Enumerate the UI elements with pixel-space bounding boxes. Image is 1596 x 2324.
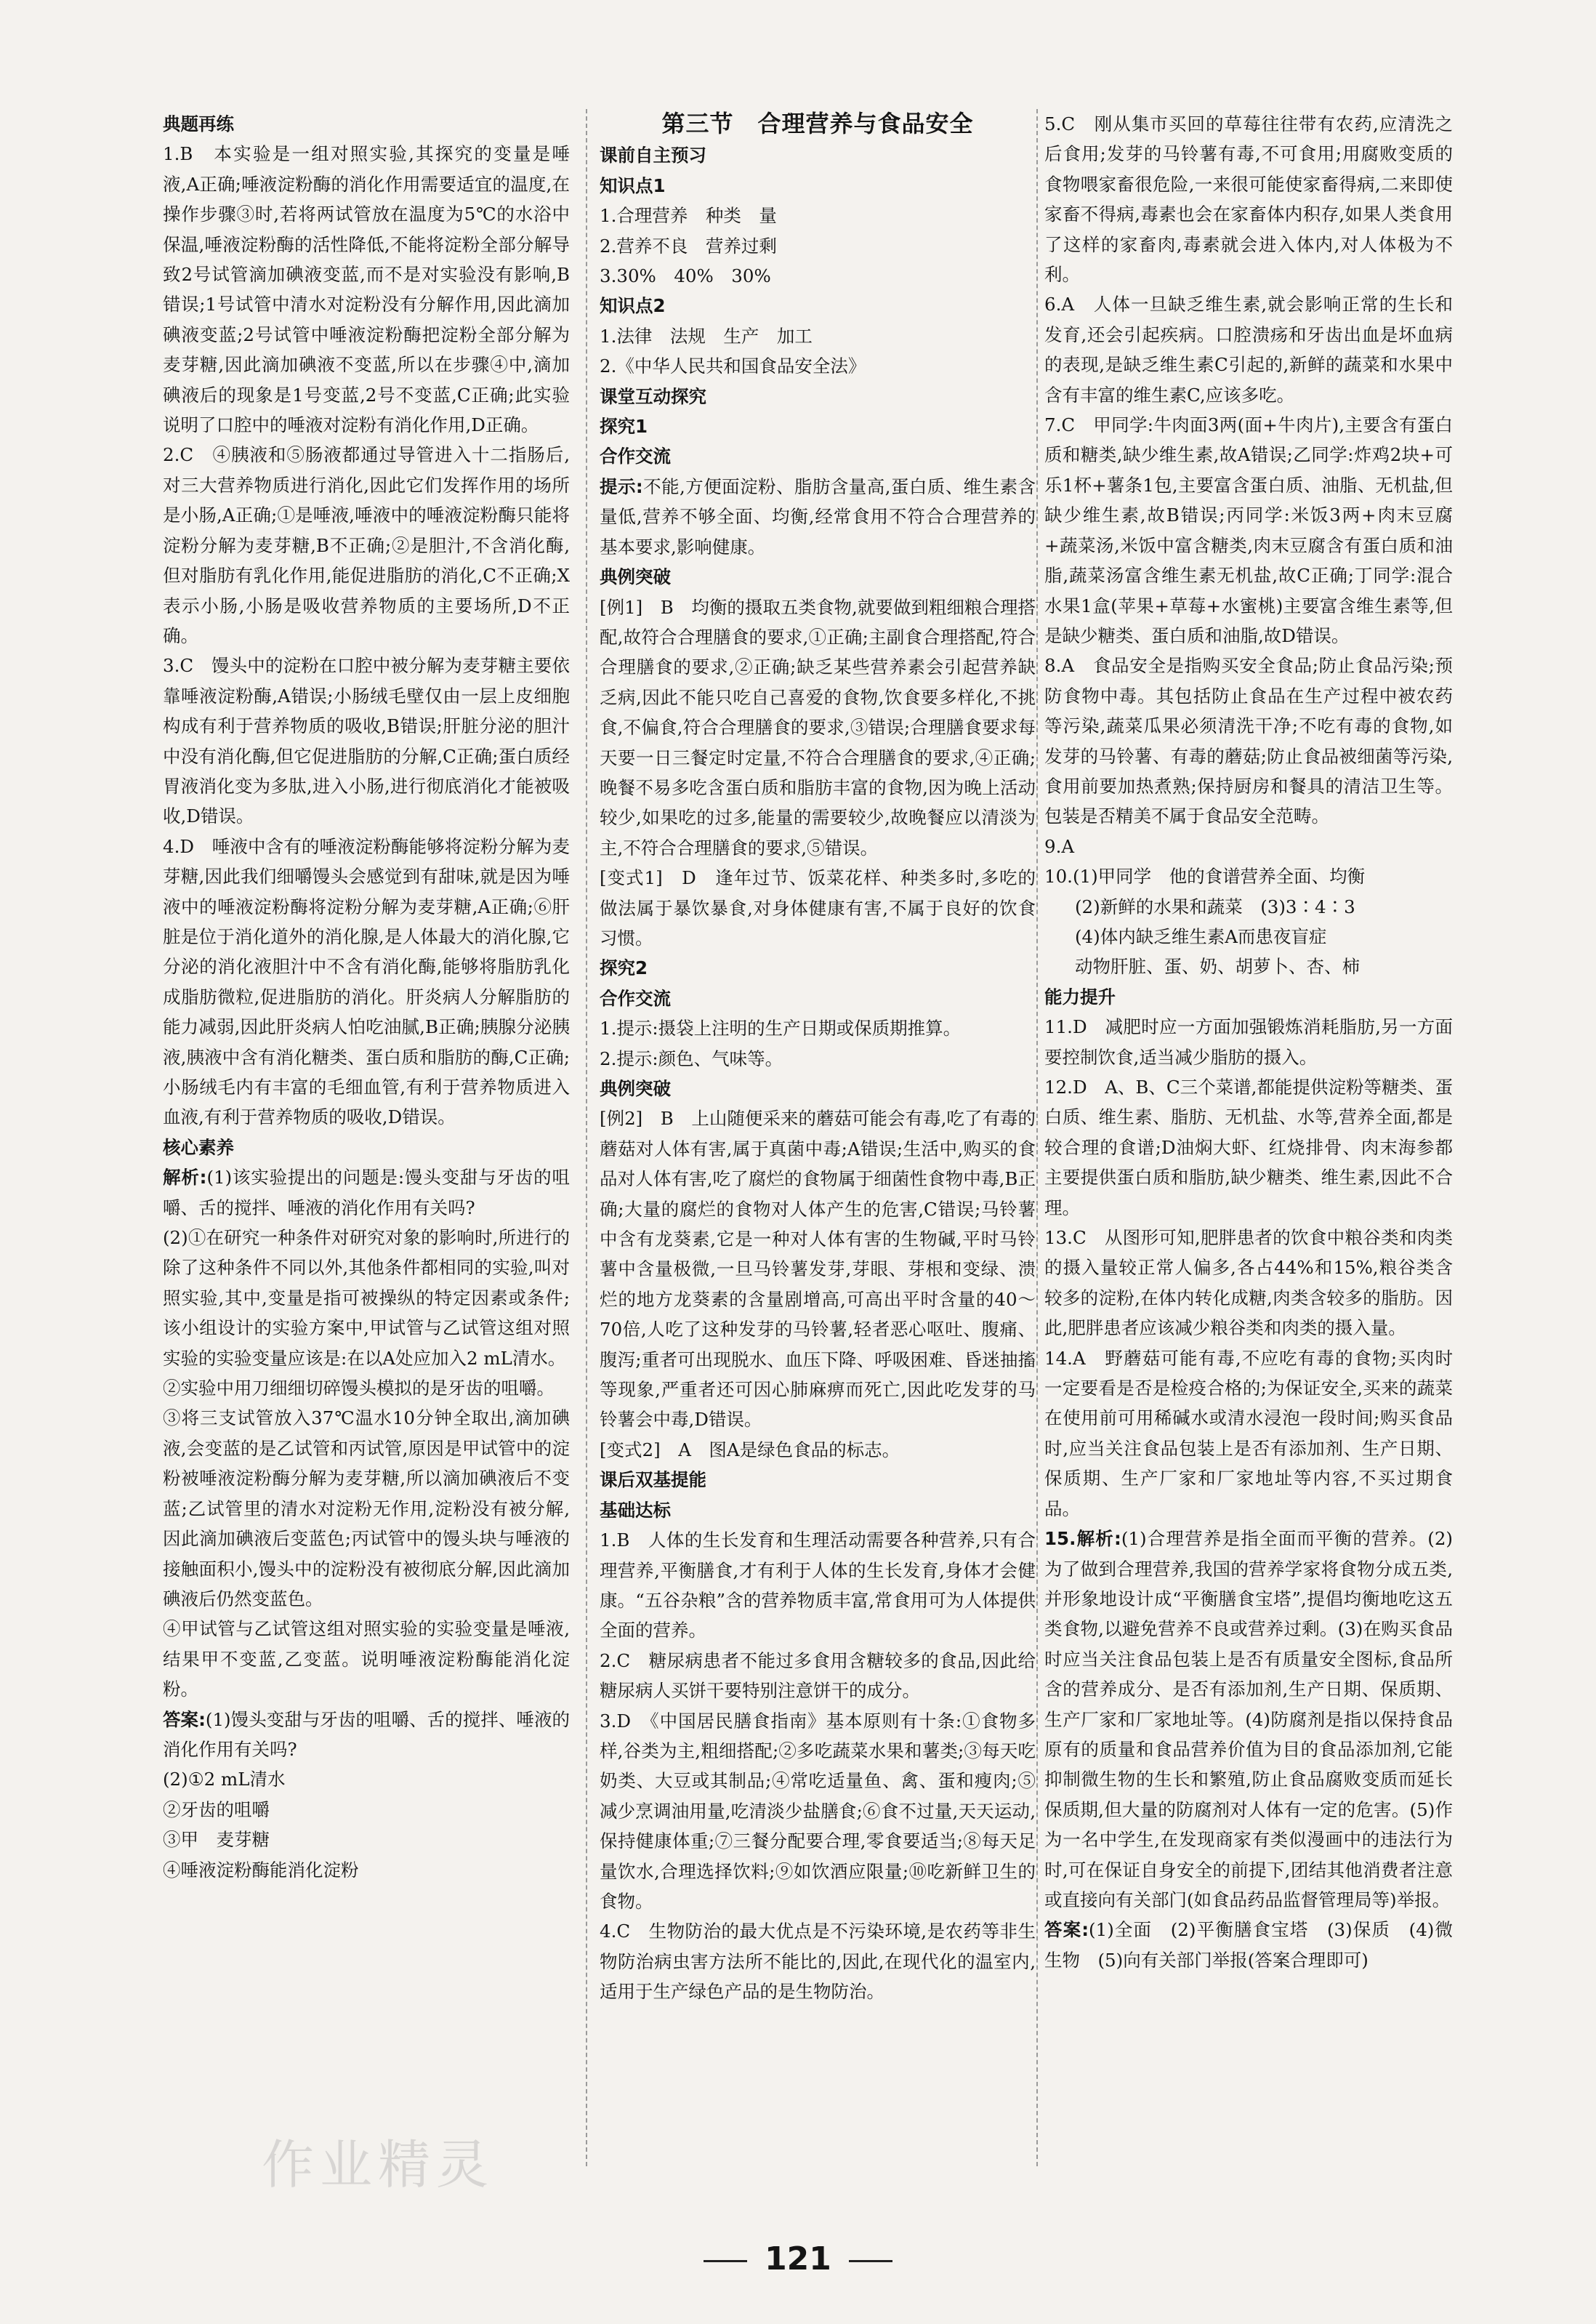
hint-line: 1.提示:摄袋上注明的生产日期或保质期推算。 (600, 1018, 962, 1040)
answer-label: 答案: (163, 1708, 206, 1730)
item-15-label: 15.解析: (1044, 1528, 1121, 1550)
answer-item: 7.C 甲同学:牛肉面3两(面+牛肉片),主要含有蛋白质和糖类,缺少维生素,故A错误;乙同学:炸鸡2块+可乐1杯+薯条1包,主要富含蛋白质、油脂、无机盐,但缺少维生素,故B错误;丙同学:米饭3两+肉末豆腐+蔬菜汤,米饭中富含糖类,肉末豆腐含有蛋白质和油脂,蔬菜汤富含维生素无机盐,故C正确;丁同学:混合水果1盒(苹果+草莓+水蜜桃)主要富含维生素等,但是缺少糖类、蛋白质和油脂,故D错误。 (1044, 414, 1454, 646)
analysis-paragraph: ③将三支试管放入37℃温水10分钟全取出,滴加碘液,会变蓝的是乙试管和丙试管,原因是甲试管中的淀粉被唾液淀粉酶分解为麦芽糖,所以滴加碘液后不变蓝;乙试管里的清水对淀粉无作用,淀粉没有被分解,因此滴加碘液后变蓝色;丙试管中的馒头块与唾液的接触面积小,馒头中的淀粉没有被彻底分解,因此滴加碘液后仍然变蓝色。 (163, 1407, 570, 1609)
answer-item: 11.D 减肥时应一方面加强锻炼消耗脂肪,另一方面要控制饮食,适当减少脂肪的摄入。 (1044, 1016, 1453, 1068)
heading-typical-practice: 典题再练 (163, 113, 234, 134)
answer-line: ②牙齿的咀嚼 (163, 1798, 270, 1820)
variant-1: [变式1] D 逢年过节、饭菜花样、种类多时,多吃的做法属于暴饮暴食,对身体健康有害,不属于良好的饮食习惯。 (600, 867, 1036, 949)
heading-class-explore: 课堂互动探究 (600, 385, 706, 407)
cooperation-2: 合作交流 (600, 987, 671, 1009)
heading-ability: 能力提升 (1044, 986, 1116, 1008)
hint-line: 2.提示:颜色、气味等。 (600, 1048, 783, 1069)
page-dash-right (849, 2260, 892, 2262)
knowledge-point-1: 知识点1 (600, 174, 666, 196)
heading-core-literacy: 核心素养 (163, 1136, 234, 1158)
answer-item: 3.D 《中国居民膳食指南》基本原则有十条:①食物多样,谷类为主,粗细搭配;②多吃蔬菜水果和薯类;③每天吃奶类、大豆或其制品;④常吃适量鱼、禽、蛋和瘦肉;⑤减少烹调油用量,吃清淡少盐膳食;⑥食不过量,天天运动,保持健康体重;⑦三餐分配要合理,零食要适当;⑧每天足量饮水,合理选择饮料;⑨如饮酒应限量;⑩吃新鲜卫生的食物。 (600, 1710, 1036, 1912)
answer-item: 2.C ④胰液和⑤肠液都通过导管进入十二指肠后,对三大营养物质进行消化,因此它们发挥作用的场所是小肠,A正确;①是唾液,唾液中的唾液淀粉酶只能将淀粉分解为麦芽糖,B不正确;②是胆汁,不含消化酶,但对脂肪有乳化作用,能促进脂肪的消化,C不正确;X表示小肠,小肠是吸收营养物质的主要场所,D不正确。 (163, 444, 570, 646)
answer-item: 2.C 糖尿病患者不能过多食用含糖较多的食品,因此给糖尿病人买饼干要特别注意饼干的成分。 (600, 1649, 1036, 1702)
analysis-paragraph: 解析:(1)该实验提出的问题是:馒头变甜与牙齿的咀嚼、舌的搅拌、唾液的消化作用有关吗? (163, 1167, 570, 1218)
heading-after-class: 课后双基提能 (600, 1469, 706, 1491)
answer-line: ④唾液淀粉酶能消化淀粉 (163, 1859, 359, 1881)
kp1-line: 1.合理营养 种类 量 (600, 205, 777, 227)
example-heading-1: 典例突破 (600, 566, 671, 588)
item-10-line: 动物肝脏、蛋、奶、胡萝卜、杏、柿 (1075, 956, 1360, 978)
answer-item: 13.C 从图形可知,肥胖患者的饮食中粮谷类和肉类的摄入量较正常人偏多,各占44%和15%,粮谷类含较多的淀粉,在体内转化成糖,肉类含较多的脂肪。因此,肥胖患者应该减少粮谷类和肉类的摄入量。 (1044, 1227, 1453, 1339)
answer-item: 1.B 人体的生长发育和生理活动需要各种营养,只有合理营养,平衡膳食,才有利于人体的生长发育,身体才会健康。“五谷杂粮”含的营养物质丰富,常食用可为人体提供全面的营养。 (600, 1529, 1036, 1641)
column-middle (600, 109, 1036, 2007)
variant-2: [变式2] A 图A是绿色食品的标志。 (600, 1439, 900, 1460)
column-left (163, 109, 570, 1885)
item-15-answer: 答案:(1)全面 (2)平衡膳食宝塔 (3)保质 (4)微生物 (5)向有关部门举报(答案合理即可) (1044, 1919, 1453, 1971)
item-10-line: (4)体内缺乏维生素A而患夜盲症 (1075, 925, 1327, 947)
column-right (1044, 109, 1453, 1975)
analysis-label: 解析: (163, 1167, 207, 1189)
kp2-line: 1.法律 法规 生产 加工 (600, 325, 813, 347)
kp1-line: 3.30% 40% 30% (600, 265, 771, 287)
answer-item: 14.A 野蘑菇可能有毒,不应吃有毒的食物;买肉时一定要看是否是检疫合格的;为保证安全,买来的蔬菜在使用前可用稀碱水或清水浸泡一段时间;购买食品时,应当关注食品包装上是否有添加剂、生产日期、保质期、生产厂家和厂家地址等内容,不买过期食品。 (1044, 1347, 1453, 1519)
page-number: 121 (0, 2240, 1596, 2277)
answer-line: 答案:(1)馒头变甜与牙齿的咀嚼、舌的搅拌、唾液的消化作用有关吗? (163, 1708, 570, 1760)
kp2-line: 2.《中华人民共和国食品安全法》 (600, 355, 866, 377)
analysis-paragraph: ②实验中用刀细细切碎馒头模拟的是牙齿的咀嚼。 (163, 1378, 555, 1399)
example-1: [例1] B 均衡的摄取五类食物,就要做到粗细粮合理搭配,故符合合理膳食的要求,①正确;主副食合理搭配,符合合理膳食的要求,②正确;缺乏某些营养素会引起营养缺乏病,因此不能只吃自己喜爱的食物,饮食要多样化,不挑食,不偏食,符合合理膳食的要求,③错误;合理膳食要求每天要一日三餐定时定量,不符合合理膳食的要求,④正确;晚餐不易多吃含蛋白质和脂肪丰富的食物,因为晚上活动较少,如果吃的过多,能量的需要较少,故晚餐应以清淡为主,不符合合理膳食的要求,⑤错误。 (600, 596, 1036, 859)
watermark: 作业精灵 (262, 2134, 495, 2195)
kp1-line: 2.营养不良 营养过剩 (600, 235, 777, 257)
section-title: 第三节 合理营养与食品安全 (661, 110, 974, 137)
item-15-analysis: 15.解析:(1)合理营养是指全面而平衡的营养。(2)为了做到合理营养,我国的营养学家将食物分成五类,并形象地设计成“平衡膳食宝塔”,提倡均衡地吃这五类食物,以避免营养不良或营养过剩。(3)在购买食品时应当关注食品包装上是否有质量安全图标,食品所含的营养成分、是否有添加剂,生产日期、保质期、生产厂家和厂家地址等。(4)防腐剂是指以保持食品原有的质量和食品营养价值为目的食品添加剂,它能抑制微生物的生长和繁殖,防止食品腐败变质而延长保质期,但大量的防腐剂对人体有一定的危害。(5)作为一名中学生,在发现商家有类似漫画中的违法行为时,可在保证自身安全的前提下,团结其他消费者注意或直接向有关部门(如食品药品监督管理局等)举报。 (1044, 1528, 1453, 1910)
answer-item: 9.A (1044, 835, 1075, 857)
heading-basic: 基础达标 (600, 1499, 671, 1521)
answer-item: 5.C 刚从集市买回的草莓往往带有农药,应清洗之后食用;发芽的马铃薯有毒,不可食用;用腐败变质的食物喂家畜很危险,一来很可能使家畜得病,二来即使家畜不得病,毒素也会在家畜体内积存,如果人类食用了这样的家畜肉,毒素就会进入体内,对人体极为不利。 (1044, 113, 1453, 286)
answer-line: (2)①2 mL清水 (163, 1769, 286, 1790)
column-divider-right (1036, 109, 1038, 2166)
answer-item: 6.A 人体一旦缺乏维生素,就会影响正常的生长和发育,还会引起疾病。口腔溃疡和牙齿出血是坏血病的表现,是缺乏维生素C引起的,新鲜的蔬菜和水果中含有丰富的维生素C,应该多吃。 (1044, 294, 1453, 406)
example-heading-2: 典例突破 (600, 1078, 671, 1099)
page-dash-left (704, 2260, 747, 2262)
heading-preview: 课前自主预习 (600, 145, 706, 166)
analysis-paragraph: (2)①在研究一种条件对研究对象的影响时,所进行的除了这种条件不同以外,其他条件都相同的实验,叫对照实验,其中,变量是指可被操纵的特定因素或条件;该小组设计的实验方案中,甲试管与乙试管这组对照实验的实验变量应该是:在以A处应加入2 mL清水。 (163, 1227, 570, 1369)
column-divider-left (586, 109, 587, 2166)
knowledge-point-2: 知识点2 (600, 295, 666, 317)
hint-label: 提示: (600, 475, 643, 497)
analysis-paragraph: ④甲试管与乙试管这组对照实验的实验变量是唾液,结果甲不变蓝,乙变蓝。说明唾液淀粉酶能消化淀粉。 (163, 1618, 570, 1700)
example-2: [例2] B 上山随便采来的蘑菇可能会有毒,吃了有毒的蘑菇对人体有害,属于真菌中毒;A错误;生活中,购买的食品对人体有害,吃了腐烂的食物属于细菌性食物中毒,B正确;大量的腐烂的食物对人体产生的危害,C错误;马铃薯中含有龙葵素,它是一种对人体有害的生物碱,平时马铃薯中含量极微,一旦马铃薯发芽,芽眼、芽根和变绿、溃烂的地方龙葵素的含量剧增高,可高出平时含量的40～70倍,人吃了这种发芽的马铃薯,轻者恶心呕吐、腹痛、腹泻;重者可出现脱水、血压下降、呼吸困难、昏迷抽搐等现象,严重者还可因心肺麻痹而死亡,因此吃发芽的马铃薯会中毒,D错误。 (600, 1108, 1036, 1431)
answer-item: 3.C 馒头中的淀粉在口腔中被分解为麦芽糖主要依靠唾液淀粉酶,A错误;小肠绒毛壁仅由一层上皮细胞构成有利于营养物质的吸收,B错误;肝脏分泌的胆汁中没有消化酶,但它促进脂肪的分解,C正确;蛋白质经胃液消化变为多肽,进入小肠,进行彻底消化才能被吸收,D错误。 (163, 655, 570, 827)
answer-item: 12.D A、B、C三个菜谱,都能提供淀粉等糖类、蛋白质、维生素、脂肪、无机盐、水等,营养全面,都是较合理的食谱;D油焖大虾、红烧排骨、肉末海参都主要提供蛋白质和脂肪,缺少糖类、维生素,因此不合理。 (1044, 1077, 1453, 1218)
item-10-line: 10.(1)甲同学 他的食谱营养全面、均衡 (1044, 866, 1366, 888)
answer-item: 4.C 生物防治的最大优点是不污染环境,是农药等非生物防治病虫害方法所不能比的,因此,在现代化的温室内,适用于生产绿色产品的是生物防治。 (600, 1921, 1036, 2003)
cooperation-1: 合作交流 (600, 446, 671, 467)
explore-1: 探究1 (600, 416, 648, 438)
answer-item: 1.B 本实验是一组对照实验,其探究的变量是唾液,A正确;唾液淀粉酶的消化作用需要适宜的温度,在操作步骤③时,若将两试管放在温度为5℃的水浴中保温,唾液淀粉酶的活性降低,不能将淀粉全部分解导致2号试管滴加碘液变蓝,而不是对实验没有影响,B错误;1号试管中清水对淀粉没有分解作用,因此滴加碘液变蓝;2号试管中唾液淀粉酶把淀粉全部分解为麦芽糖,因此滴加碘液不变蓝,所以在步骤④中,滴加碘液后的现象是1号变蓝,2号不变蓝,C正确;此实验说明了口腔中的唾液对淀粉有消化作用,D正确。 (163, 143, 570, 436)
answer-item: 4.D 唾液中含有的唾液淀粉酶能够将淀粉分解为麦芽糖,因此我们细嚼馒头会感觉到有甜味,就是因为唾液中的唾液淀粉酶将淀粉分解为麦芽糖,A正确;⑥肝脏是位于消化道外的消化腺,是人体最大的消化腺,它分泌的消化液胆汁中不含有消化酶,能够将脂肪乳化成脂肪微粒,促进脂肪的消化。肝炎病人分解脂肪的能力减弱,因此肝炎病人怕吃油腻,B正确;胰腺分泌胰液,胰液中含有消化糖类、蛋白质和脂肪的酶,C正确;小肠绒毛内有丰富的毛细血管,有利于营养物质进入血液,有利于营养物质的吸收,D错误。 (163, 835, 570, 1128)
hint-paragraph: 提示:不能,方便面淀粉、脂肪含量高,蛋白质、维生素含量低,营养不够全面、均衡,经常食用不符合合理营养的基本要求,影响健康。 (600, 475, 1036, 558)
item-10-line: (2)新鲜的水果和蔬菜 (3)3∶4∶3 (1075, 896, 1355, 917)
answer-item: 8.A 食品安全是指购买安全食品;防止食品污染;预防食物中毒。其包括防止食品在生产过程中被农药等污染,蔬菜瓜果必须清洗干净;不吃有毒的食物,如发芽的马铃薯、有毒的蘑菇;防止食品被细菌等污染,食用前要加热煮熟;保持厨房和餐具的清洁卫生等。包装是否精美不属于食品安全范畴。 (1044, 655, 1453, 827)
explore-2: 探究2 (600, 957, 648, 979)
answer-line: ③甲 麦芽糖 (163, 1829, 270, 1851)
answer-label: 答案: (1044, 1919, 1089, 1941)
